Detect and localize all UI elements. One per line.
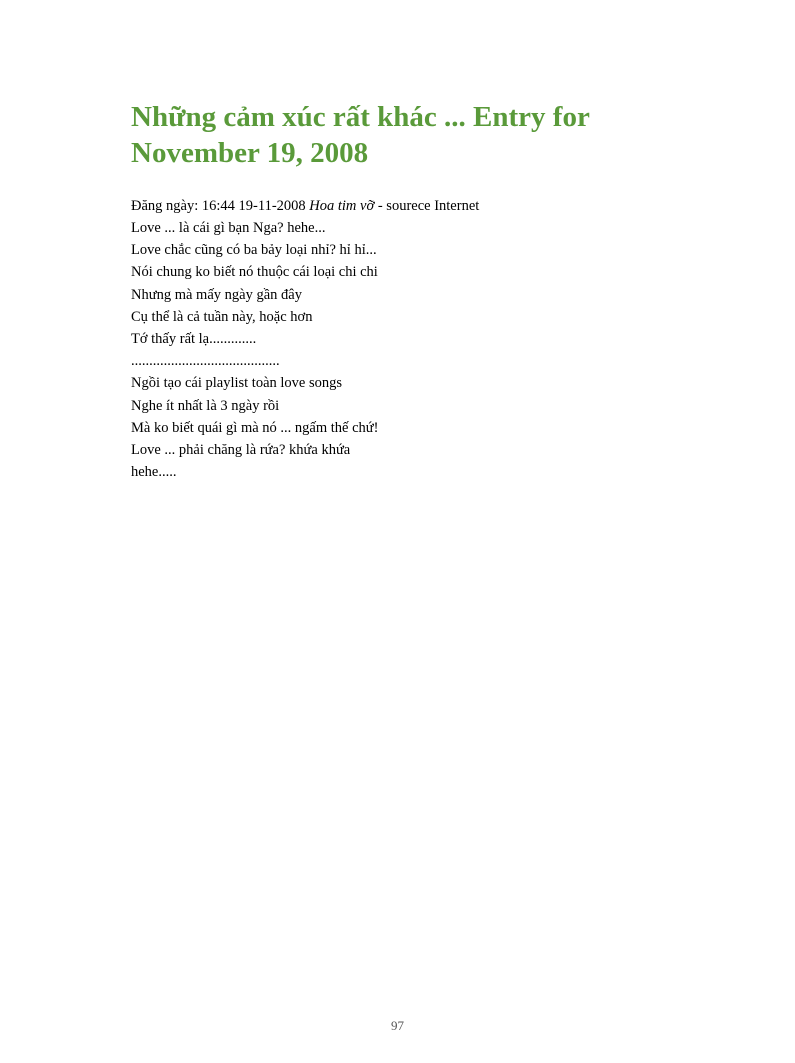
- meta-date: Đăng ngày: 16:44 19-11-2008: [131, 198, 310, 214]
- body-line: Ngồi tạo cái playlist toàn love songs: [131, 375, 343, 392]
- body-line: Love ... là cái gì bạn Nga? hehe...: [131, 220, 326, 236]
- body-line: Nói chung ko biết nó thuộc cái loại chi chi: [131, 264, 378, 281]
- body-line: Tớ thấy rất lạ.............: [131, 331, 257, 348]
- entry-title: Những cảm xúc rất khác ... Entry for November 19, 2008: [131, 101, 590, 169]
- page-number: 97: [391, 1018, 404, 1033]
- body-line: Love chắc cũng có ba bảy loại nhỉ? hỉ hỉ...: [131, 242, 377, 259]
- body-line: Mà ko biết quái gì mà nó ... ngấm thế chứ!: [131, 419, 379, 436]
- body-line: Nghe ít nhất là 3 ngày rồi: [131, 397, 280, 414]
- meta-author: Hoa tim vỡ: [309, 198, 375, 214]
- entry-meta: [131, 195, 479, 217]
- body-line: Nhưng mà mấy ngày gần đây: [131, 286, 302, 303]
- body-line: hehe.....: [131, 464, 177, 481]
- meta-source: - sourece Internet: [374, 198, 480, 214]
- entry-body: [131, 217, 378, 483]
- body-line: Love ... phải chăng là rứa? khứa khứa: [131, 442, 351, 459]
- body-line: .........................................: [131, 353, 280, 370]
- body-line: Cụ thể là cả tuần này, hoặc hơn: [131, 308, 313, 325]
